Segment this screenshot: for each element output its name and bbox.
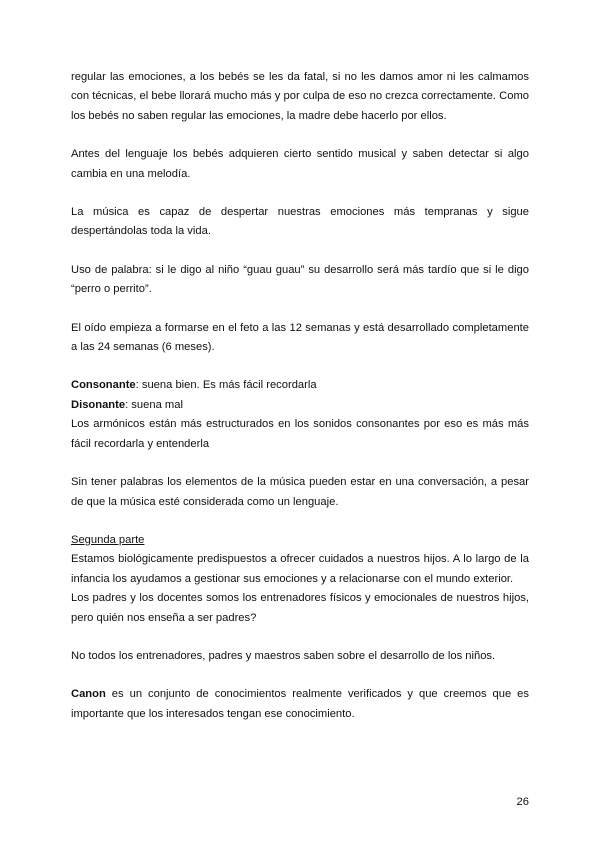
paragraph-harmonics: Los armónicos están más estructurados en los sonidos consonantes por eso es más más fácil recordarla y entenderla [71,418,529,450]
term-canon: Canon [71,688,106,701]
page-number: 26 [516,796,529,808]
definition-disonante [71,396,529,415]
def-canon: es un conjunto de conocimientos realmente verificados y que creemos que es importante que los interesados tengan ese conocimiento. [71,688,529,720]
paragraph-music-conversation: Sin tener palabras los elementos de la música pueden estar en una conversación, a pesar de que la música esté considerada como un lenguaje. [71,476,529,508]
paragraph-not-all: No todos los entrenadores, padres y maestros saben sobre el desarrollo de los niños. [71,649,496,662]
paragraph-trainers: Los padres y los docentes somos los entrenadores físicos y emocionales de nuestros hijos, pero quién nos enseña a ser padres? [71,592,529,624]
def-disonante: : suena mal [125,398,183,411]
paragraph-word-use: Uso de palabra: si le digo al niño “guau guau” su desarrollo será más tardío que si le digo “perro o perrito”. [71,263,529,296]
paragraph-music-emotions: La música es capaz de despertar nuestras emociones más tempranas y sigue despertándolas toda la vida. [71,206,529,238]
definition-canon [71,685,529,724]
def-consonante: : suena bien. Es más fácil recordarla [135,379,317,392]
term-disonante: Disonante [71,398,126,411]
document-body [71,68,529,724]
paragraph-musical-sense: Antes del lenguaje los bebés adquieren cierto sentido musical y saben detectar si algo cambia en una melodía. [71,148,529,180]
definition-consonante [71,376,529,395]
section-heading [71,531,529,550]
section-heading-text: Segunda parte [71,533,145,546]
paragraph-ear-development: El oído empieza a formarse en el feto a las 12 semanas y está desarrollado completamente a las 24 semanas (6 meses). [71,321,529,354]
paragraph-emotions: regular las emociones, a los bebés se les da fatal, si no les damos amor ni les calmamos con técnicas, el bebe llorará mucho más y por culpa de eso no crezca correctamente. Como los bebés no saben regular las emociones, la madre debe hacerlo por ellos. [71,71,529,122]
term-consonante: Consonante [71,379,136,392]
paragraph-care: Estamos biológicamente predispuestos a ofrecer cuidados a nuestros hijos. A lo largo de la infancia los ayudamos a gestionar sus emociones y a relacionarse con el mundo exterior. [71,553,529,585]
